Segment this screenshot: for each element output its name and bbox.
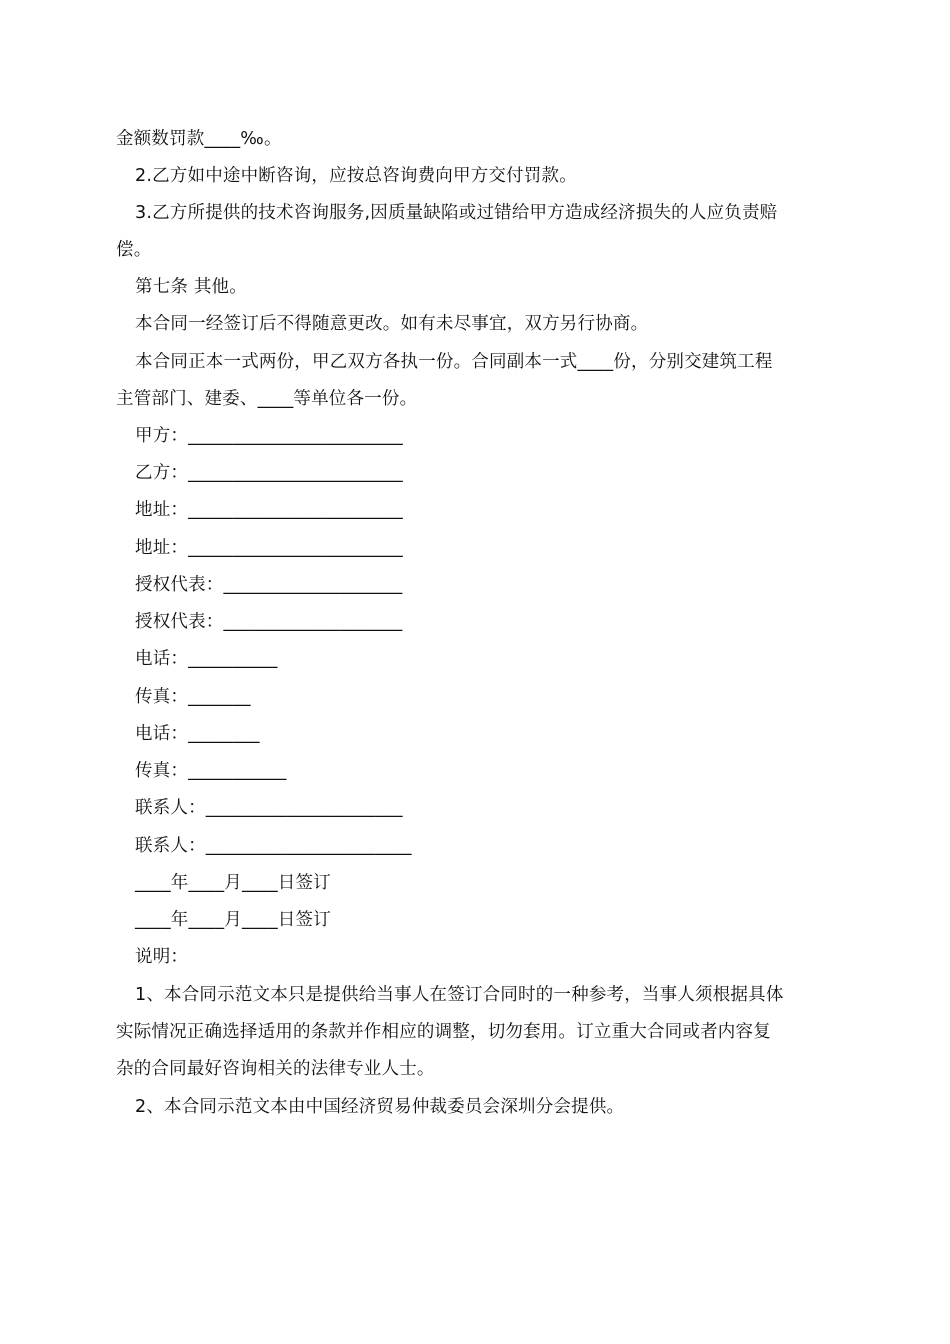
note-2: 2、本合同示范文本由中国经济贸易仲裁委员会深圳分会提供。	[135, 1097, 625, 1117]
no-change-clause: 本合同一经签订后不得随意更改。如有未尽事宜，双方另行协商。	[135, 314, 649, 334]
address-field-a: 地址：________________________	[135, 500, 403, 520]
clause-3: 3.乙方所提供的技术咨询服务,因质量缺陷或过错给甲方造成经济损失的人应负责赔	[135, 203, 778, 223]
article-7-heading: 第七条 其他。	[135, 277, 247, 297]
phone-field-a: 电话：__________	[135, 649, 278, 669]
fax-field-a: 传真：_______	[135, 687, 251, 707]
sign-date-a: ____年____月____日签订	[135, 873, 331, 893]
copies-clause-cont: 主管部门、建委、____等单位各一份。	[116, 389, 418, 409]
party-b-field: 乙方：________________________	[135, 463, 403, 483]
party-a-field: 甲方：________________________	[135, 426, 403, 446]
clause-2: 2.乙方如中途中断咨询，应按总咨询费向甲方交付罚款。	[135, 166, 577, 186]
notes-heading: 说明：	[135, 947, 189, 967]
representative-field-a: 授权代表：____________________	[135, 575, 403, 595]
contact-field-b: 联系人：_______________________	[135, 836, 412, 856]
note-1: 1、本合同示范文本只是提供给当事人在签订合同时的一种参考，当事人须根据具体	[135, 985, 784, 1005]
contact-field-a: 联系人：______________________	[135, 798, 403, 818]
sign-date-b: ____年____月____日签订	[135, 910, 331, 930]
note-1-cont-2: 杂的合同最好咨询相关的法律专业人士。	[116, 1059, 435, 1079]
note-1-cont-1: 实际情况正确选择适用的条款并作相应的调整，切勿套用。订立重大合同或者内容复	[116, 1022, 771, 1042]
clause-3-cont: 偿。	[116, 240, 152, 260]
penalty-line: 金额数罚款____‰。	[116, 129, 282, 149]
copies-clause: 本合同正本一式两份，甲乙双方各执一份。合同副本一式____份，分别交建筑工程	[135, 352, 773, 372]
fax-field-b: 传真：___________	[135, 761, 287, 781]
representative-field-b: 授权代表：____________________	[135, 612, 403, 632]
phone-field-b: 电话：________	[135, 724, 260, 744]
address-field-b: 地址：________________________	[135, 538, 403, 558]
